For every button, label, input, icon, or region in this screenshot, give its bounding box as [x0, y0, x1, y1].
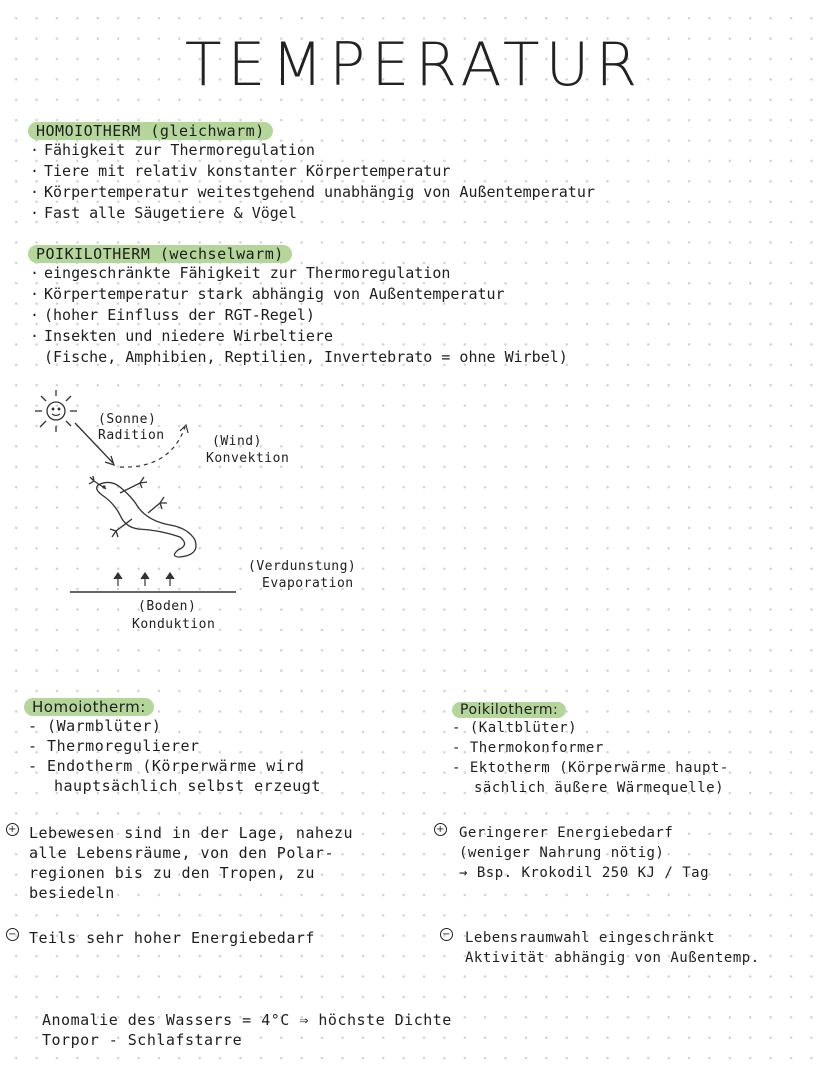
poikilotherm-heading: POIKILOTHERM (wechselwarm): [28, 245, 292, 263]
wind-label: (Wind): [212, 434, 262, 449]
compare-left-plus-line: Lebewesen sind in der Lage, nahezu: [29, 824, 354, 842]
compare-right-item-cont: sächlich äußere Wärmequelle): [474, 780, 725, 796]
poikilotherm-line: · (hoher Einfluss der RGT-Regel): [44, 305, 568, 326]
evaporation-paren-label: (Verdunstung): [248, 559, 357, 574]
compare-left-item: - (Warmblüter): [28, 717, 162, 735]
homoiotherm-heading: HOMOIOTHERM (gleichwarm): [28, 122, 273, 140]
homoiotherm-line: · Tiere mit relativ konstanter Körpertemperatur: [44, 161, 595, 182]
compare-left-item: - Thermoregulierer: [28, 737, 200, 755]
compare-homoiotherm-heading: Homoiotherm:: [24, 698, 154, 716]
compare-right-minus: [440, 928, 820, 968]
compare-right-item: - (Kaltblüter): [452, 720, 578, 736]
compare-right-minus-line: Aktivität abhängig von Außentemp.: [465, 950, 760, 966]
plus-icon: +: [434, 823, 447, 836]
footer-notes: [42, 1010, 452, 1050]
radiation-label: Radition: [98, 428, 165, 443]
conduction-label: Konduktion: [132, 617, 216, 632]
compare-right-plus: [434, 823, 814, 883]
sun-icon: [35, 390, 77, 432]
footer-line: Anomalie des Wassers = 4°C ⇒ höchste Dichte: [42, 1011, 452, 1029]
compare-left-plus-line: regionen bis zu den Tropen, zu: [29, 864, 315, 882]
page-title: TEMPERATUR: [184, 30, 644, 100]
compare-right-item: - Ektotherm (Körperwärme haupt-: [452, 760, 729, 776]
poikilotherm-line: · Körpertemperatur stark abhängig von Außentemperatur: [44, 284, 568, 305]
compare-left-item: - Endotherm (Körperwärme wird: [28, 757, 305, 775]
compare-right-plus-line: (weniger Nahrung nötig): [459, 845, 665, 861]
compare-right-plus-line: → Bsp. Krokodil 250 KJ / Tag: [459, 865, 710, 881]
convection-label: Konvektion: [206, 451, 290, 466]
homoiotherm-line: · Fast alle Säugetiere & Vögel: [44, 203, 595, 224]
poikilotherm-line: · Insekten und niedere Wirbeltiere: [44, 326, 568, 347]
plus-icon: +: [6, 823, 19, 836]
compare-left-minus-line: Teils sehr hoher Energiebedarf: [29, 929, 315, 947]
homoiotherm-section: [28, 121, 595, 224]
compare-left-item-cont: hauptsächlich selbst erzeugt: [54, 777, 321, 795]
compare-right-minus-line: Lebensraumwahl eingeschränkt: [465, 930, 716, 946]
compare-right-plus-line: Geringerer Energiebedarf: [459, 825, 674, 841]
ground-label: (Boden): [138, 599, 197, 614]
footer-line: Torpor - Schlafstarre: [42, 1031, 243, 1049]
minus-icon: −: [6, 928, 19, 941]
lizard-icon: [89, 476, 196, 557]
compare-left-plus-line: alle Lebensräume, von den Polar-: [29, 844, 334, 862]
poikilotherm-line: (Fische, Amphibien, Reptilien, Invertebrato = ohne Wirbel): [44, 348, 568, 366]
compare-left-plus-line: besiedeln: [29, 884, 115, 902]
compare-left-minus: [6, 928, 406, 948]
conduction-arrows-icon: [114, 573, 174, 586]
homoiotherm-line: · Fähigkeit zur Thermoregulation: [44, 140, 595, 161]
compare-right-item: - Thermokonformer: [452, 740, 604, 756]
evaporation-label: Evaporation: [262, 576, 354, 591]
poikilotherm-section: [28, 244, 568, 368]
compare-poikilotherm: [452, 699, 812, 798]
poikilotherm-line: · eingeschränkte Fähigkeit zur Thermoregulation: [44, 263, 568, 284]
minus-icon: −: [440, 928, 453, 941]
compare-poikilotherm-heading: Poikilotherm:: [452, 702, 566, 718]
homoiotherm-line: · Körpertemperatur weitestgehend unabhängig von Außentemperatur: [44, 182, 595, 203]
sun-label: (Sonne): [98, 412, 157, 427]
compare-homoiotherm: [24, 697, 404, 796]
compare-left-plus: [6, 823, 406, 903]
